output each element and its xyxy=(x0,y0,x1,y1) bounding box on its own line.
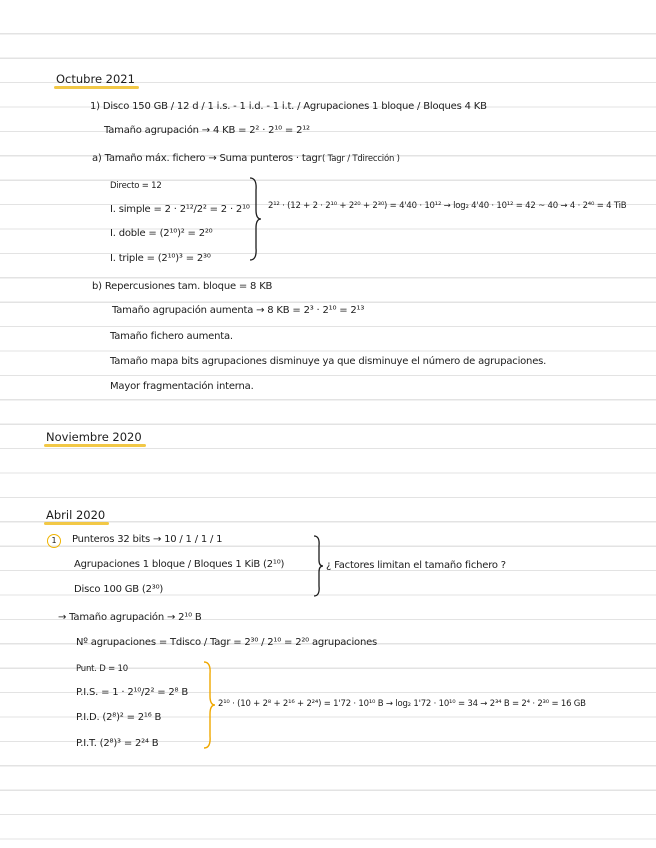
fragmentacion-line: Mayor fragmentación interna. xyxy=(110,381,254,392)
section-title-abril-2020: Abril 2020 xyxy=(46,508,106,522)
max-file-size-calc: 2¹² · (12 + 2 · 2¹⁰ + 2²⁰ + 2³⁰) = 4'40 · 10¹² → log₂ 4'40 · 10¹² = 42 ~ 40 → 4 · 2⁴⁰ = 4 TiB xyxy=(268,201,627,211)
pit-line: P.I.T. (2⁸)³ = 2²⁴ B xyxy=(76,738,159,749)
question-line: ¿ Factores limitan el tamaño fichero ? xyxy=(326,560,506,571)
pis-line: P.I.S. = 1 · 2¹⁰/2² = 2⁸ B xyxy=(76,687,189,698)
part-a-line: a) Tamaño máx. fichero → Suma punteros · tagr xyxy=(92,153,322,164)
tamano-agrupacion-abril: → Tamaño agrupación → 2¹⁰ B xyxy=(58,612,202,623)
part-b-line: b) Repercusiones tam. bloque = 8 KB xyxy=(92,281,273,292)
punteros-line: Punteros 32 bits → 10 / 1 / 1 / 1 xyxy=(72,534,223,545)
num-agrupaciones-line: Nº agrupaciones = Tdisco / Tagr = 2³⁰ / 2¹⁰ = 2²⁰ agrupaciones xyxy=(76,637,378,648)
tamano-agrupacion-line: Tamaño agrupación → 4 KB = 2² · 2¹⁰ = 2¹² xyxy=(104,125,310,136)
problem-number-badge: 1 xyxy=(47,534,61,548)
max-file-size-abril-calc: 2¹⁰ · (10 + 2⁸ + 2¹⁶ + 2²⁴) = 1'72 · 10¹⁰ B → log₂ 1'72 · 10¹⁰ = 34 → 2³⁴ B = 2⁴ · 2³⁰ = 16 GB xyxy=(218,699,586,709)
agrupacion-aumenta-line: Tamaño agrupación aumenta → 8 KB = 2³ · 2¹⁰ = 2¹³ xyxy=(112,305,365,316)
mapa-bits-line: Tamaño mapa bits agrupaciones disminuye ya que disminuye el número de agrupaciones. xyxy=(110,356,547,367)
i-simple-line: I. simple = 2 · 2¹²/2² = 2 · 2¹⁰ xyxy=(110,204,250,215)
pid-line: P.I.D. (2⁸)² = 2¹⁶ B xyxy=(76,712,162,723)
i-triple-line: I. triple = (2¹⁰)³ = 2³⁰ xyxy=(110,253,211,264)
brace-icon xyxy=(202,660,216,750)
directo-line: Directo = 12 xyxy=(110,181,162,191)
disco-line: Disco 100 GB (2³⁰) xyxy=(74,584,164,595)
problem-statement: 1) Disco 150 GB / 12 d / 1 i.s. - 1 i.d. - 1 i.t. / Agrupaciones 1 bloque / Bloques 4 KB xyxy=(90,101,487,112)
punt-d-line: Punt. D = 10 xyxy=(76,664,128,674)
tagr-note: ( Tagr / Tdirección ) xyxy=(322,154,400,164)
fichero-aumenta-line: Tamaño fichero aumenta. xyxy=(110,331,233,342)
section-title-noviembre-2020: Noviembre 2020 xyxy=(46,430,142,444)
brace-icon xyxy=(248,176,262,262)
agrupaciones-bloques-line: Agrupaciones 1 bloque / Bloques 1 KiB (2¹⁰) xyxy=(74,559,285,570)
brace-icon xyxy=(312,534,324,598)
i-doble-line: I. doble = (2¹⁰)² = 2²⁰ xyxy=(110,228,213,239)
section-title-octubre-2021: Octubre 2021 xyxy=(56,72,135,86)
